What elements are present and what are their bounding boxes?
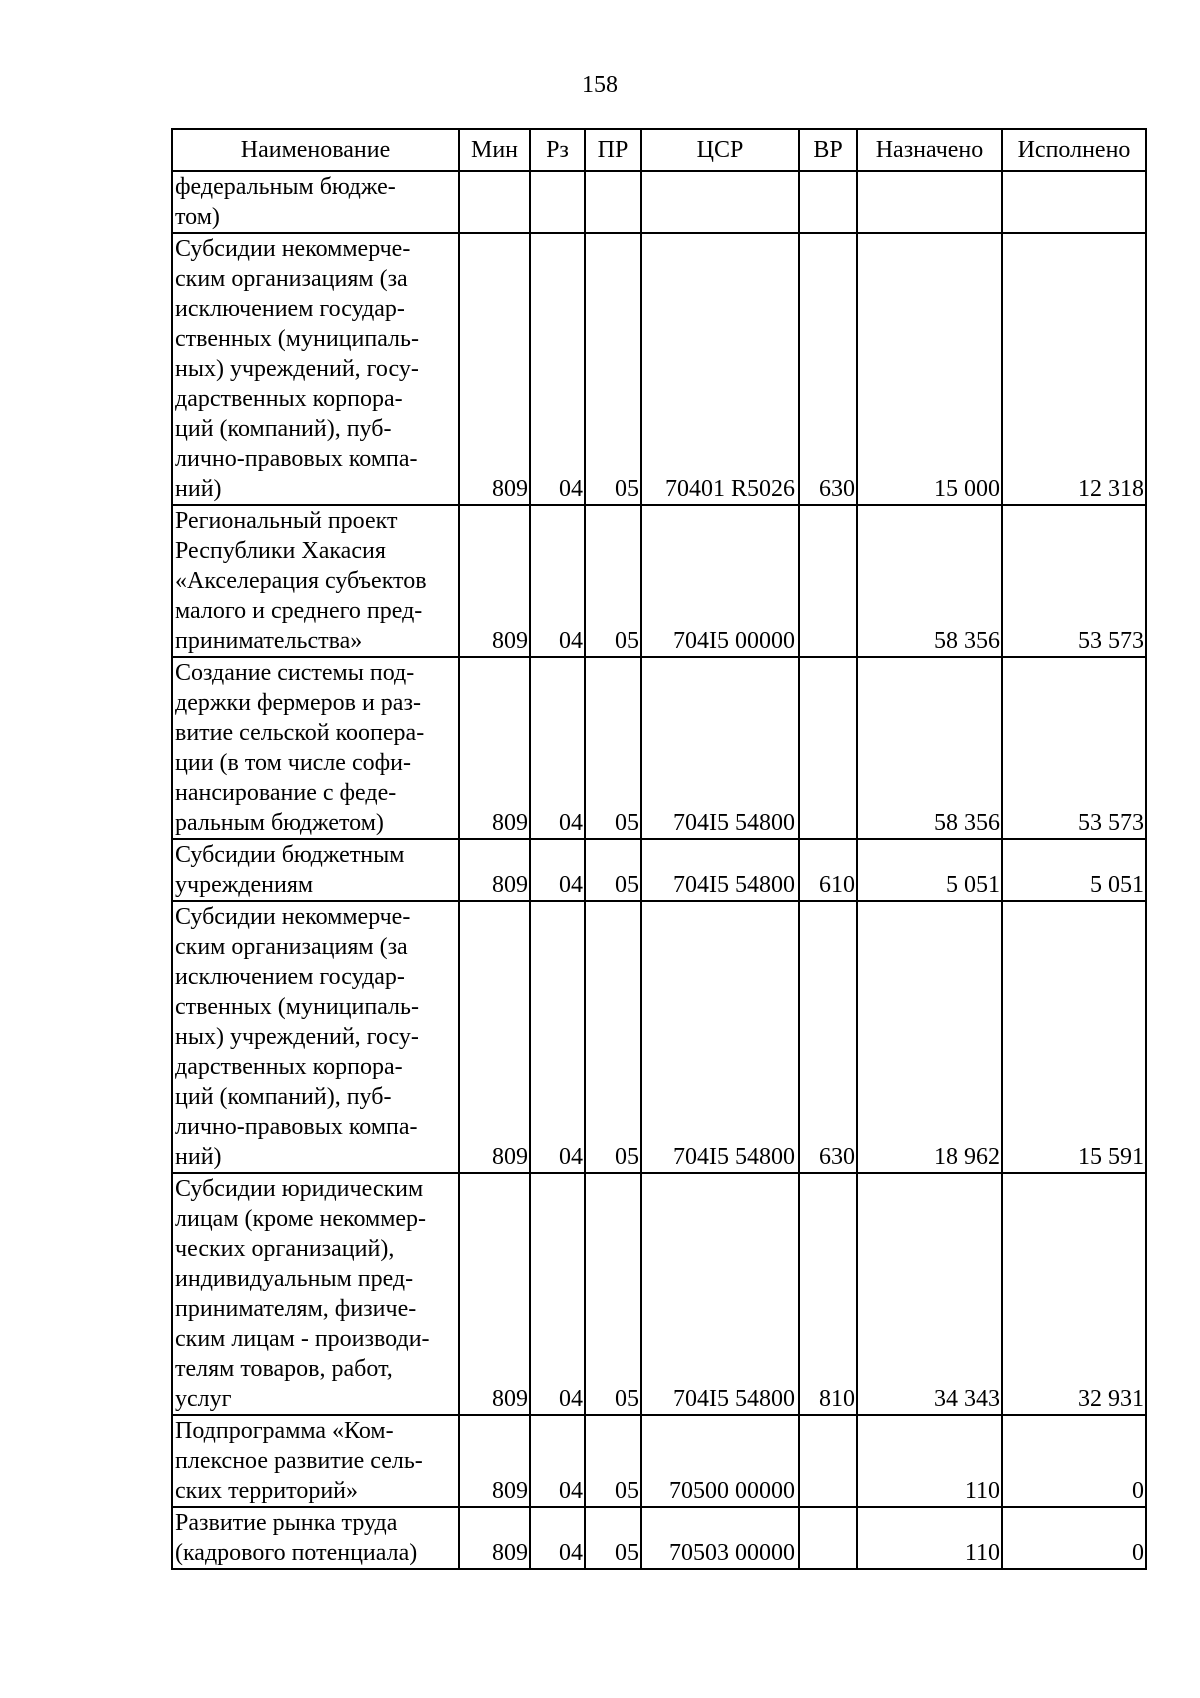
cell-executed: 0 [1002, 1507, 1146, 1569]
cell-csr: 704I5 54800 [641, 901, 799, 1173]
cell-name-line: принимателям, физиче- [175, 1296, 417, 1322]
cell-name-line: Создание системы под- [175, 660, 415, 686]
cell-pr: 05 [585, 505, 641, 657]
cell-pr: 05 [585, 901, 641, 1173]
cell-vr [799, 1415, 857, 1507]
cell-csr: 704I5 54800 [641, 657, 799, 839]
cell-name-line: ций (компаний), пуб- [175, 1084, 392, 1110]
cell-name [172, 1415, 459, 1507]
cell-rz [530, 171, 585, 233]
cell-min: 809 [459, 839, 530, 901]
cell-name-line: исключением государ- [175, 296, 405, 322]
header-vr: ВР [799, 129, 857, 171]
cell-name-line: лично-правовых компа- [175, 1114, 418, 1140]
cell-name-line: Субсидии бюджетным [175, 842, 405, 868]
cell-name-line: витие сельской коопера- [175, 720, 425, 746]
cell-name-line: федеральным бюдже- [175, 174, 396, 200]
cell-pr: 05 [585, 839, 641, 901]
cell-name-line: (кадрового потенциала) [175, 1540, 418, 1566]
page-number: 158 [582, 72, 618, 98]
cell-name-line: ний) [175, 476, 222, 502]
cell-name-line: ским организациям (за [175, 934, 408, 960]
cell-name-line: дарственных корпора- [175, 386, 403, 412]
cell-pr: 05 [585, 657, 641, 839]
table-row [172, 233, 1146, 505]
cell-name-line: держки фермеров и раз- [175, 690, 421, 716]
cell-assigned: 110 [857, 1415, 1002, 1507]
header-assigned: Назначено [857, 129, 1002, 171]
table-row [172, 1173, 1146, 1415]
cell-assigned: 110 [857, 1507, 1002, 1569]
cell-name [172, 171, 459, 233]
cell-csr: 704I5 00000 [641, 505, 799, 657]
cell-executed: 12 318 [1002, 233, 1146, 505]
header-pr: ПР [585, 129, 641, 171]
cell-name [172, 657, 459, 839]
cell-name [172, 505, 459, 657]
cell-name-line: Региональный проект [175, 508, 398, 534]
table-row [172, 505, 1146, 657]
cell-assigned: 58 356 [857, 505, 1002, 657]
header-name: Наименование [172, 129, 459, 171]
cell-executed: 15 591 [1002, 901, 1146, 1173]
cell-min: 809 [459, 505, 530, 657]
cell-csr: 70500 00000 [641, 1415, 799, 1507]
cell-pr: 05 [585, 1415, 641, 1507]
cell-assigned: 15 000 [857, 233, 1002, 505]
cell-min: 809 [459, 1173, 530, 1415]
cell-csr: 70401 R5026 [641, 233, 799, 505]
cell-vr [799, 657, 857, 839]
cell-vr: 810 [799, 1173, 857, 1415]
cell-name [172, 233, 459, 505]
cell-name-line: учреждениям [175, 872, 314, 898]
cell-name-line: ским организациям (за [175, 266, 408, 292]
cell-name-line: Субсидии некоммерче- [175, 236, 411, 262]
cell-vr [799, 505, 857, 657]
cell-assigned: 18 962 [857, 901, 1002, 1173]
cell-executed: 53 573 [1002, 657, 1146, 839]
cell-name-line: Развитие рынка труда [175, 1510, 398, 1536]
cell-csr: 70503 00000 [641, 1507, 799, 1569]
table-row [172, 1415, 1146, 1507]
cell-name-line: ственных (муниципаль- [175, 994, 419, 1020]
cell-name-line: ских территорий» [175, 1478, 358, 1504]
cell-rz: 04 [530, 657, 585, 839]
cell-rz: 04 [530, 839, 585, 901]
cell-vr [799, 171, 857, 233]
cell-assigned [857, 171, 1002, 233]
table-row [172, 839, 1146, 901]
cell-pr: 05 [585, 1173, 641, 1415]
cell-pr: 05 [585, 1507, 641, 1569]
cell-name-line: нансирование с феде- [175, 780, 397, 806]
cell-name [172, 1507, 459, 1569]
cell-rz: 04 [530, 1173, 585, 1415]
cell-vr [799, 1507, 857, 1569]
cell-rz: 04 [530, 505, 585, 657]
table-row [172, 171, 1146, 233]
header-min: Мин [459, 129, 530, 171]
cell-name-line: принимательства» [175, 628, 363, 654]
cell-vr: 610 [799, 839, 857, 901]
cell-pr [585, 171, 641, 233]
cell-vr: 630 [799, 901, 857, 1173]
cell-name-line: услуг [175, 1386, 232, 1412]
cell-name-line: дарственных корпора- [175, 1054, 403, 1080]
cell-name [172, 839, 459, 901]
cell-assigned: 5 051 [857, 839, 1002, 901]
cell-name-line: исключением государ- [175, 964, 405, 990]
cell-assigned: 58 356 [857, 657, 1002, 839]
header-executed: Исполнено [1002, 129, 1146, 171]
cell-name-line: ных) учреждений, госу- [175, 1024, 419, 1050]
table-row [172, 1507, 1146, 1569]
cell-name-line: ским лицам - производи- [175, 1326, 430, 1352]
cell-name-line: Субсидии некоммерче- [175, 904, 411, 930]
cell-name [172, 1173, 459, 1415]
cell-name [172, 901, 459, 1173]
cell-executed: 5 051 [1002, 839, 1146, 901]
header-csr: ЦСР [641, 129, 799, 171]
cell-name-line: индивидуальным пред- [175, 1266, 414, 1292]
cell-name-line: телям товаров, работ, [175, 1356, 393, 1382]
cell-rz: 04 [530, 901, 585, 1173]
cell-executed: 0 [1002, 1415, 1146, 1507]
table-row [172, 901, 1146, 1173]
cell-name-line: ции (в том числе софи- [175, 750, 411, 776]
cell-name-line: Республики Хакасия [175, 538, 386, 564]
cell-executed: 53 573 [1002, 505, 1146, 657]
cell-csr: 704I5 54800 [641, 839, 799, 901]
cell-min: 809 [459, 1507, 530, 1569]
cell-name-line: лицам (кроме некоммер- [175, 1206, 427, 1232]
table-row [172, 657, 1146, 839]
cell-name-line: лично-правовых компа- [175, 446, 418, 472]
cell-name-line: том) [175, 204, 220, 230]
cell-min: 809 [459, 233, 530, 505]
cell-name-line: ных) учреждений, госу- [175, 356, 419, 382]
cell-csr [641, 171, 799, 233]
cell-name-line: малого и среднего пред- [175, 598, 423, 624]
cell-min [459, 171, 530, 233]
cell-name-line: «Акселерация субъектов [175, 568, 427, 594]
cell-name-line: Субсидии юридическим [175, 1176, 424, 1202]
table-body [172, 171, 1146, 1569]
cell-name-line: ственных (муниципаль- [175, 326, 419, 352]
cell-executed: 32 931 [1002, 1173, 1146, 1415]
cell-csr: 704I5 54800 [641, 1173, 799, 1415]
cell-min: 809 [459, 657, 530, 839]
cell-name-line: ральным бюджетом) [175, 810, 384, 836]
cell-executed [1002, 171, 1146, 233]
cell-min: 809 [459, 901, 530, 1173]
cell-rz: 04 [530, 1507, 585, 1569]
table-header-row [172, 129, 1146, 171]
budget-table [171, 128, 1147, 1570]
cell-name-line: ций (компаний), пуб- [175, 416, 392, 442]
cell-name-line: Подпрограмма «Ком- [175, 1418, 394, 1444]
cell-pr: 05 [585, 233, 641, 505]
cell-assigned: 34 343 [857, 1173, 1002, 1415]
cell-min: 809 [459, 1415, 530, 1507]
header-rz: Рз [530, 129, 585, 171]
cell-rz: 04 [530, 233, 585, 505]
cell-name-line: плексное развитие сель- [175, 1448, 423, 1474]
cell-name-line: ний) [175, 1144, 222, 1170]
cell-vr: 630 [799, 233, 857, 505]
cell-rz: 04 [530, 1415, 585, 1507]
cell-name-line: ческих организаций), [175, 1236, 395, 1262]
